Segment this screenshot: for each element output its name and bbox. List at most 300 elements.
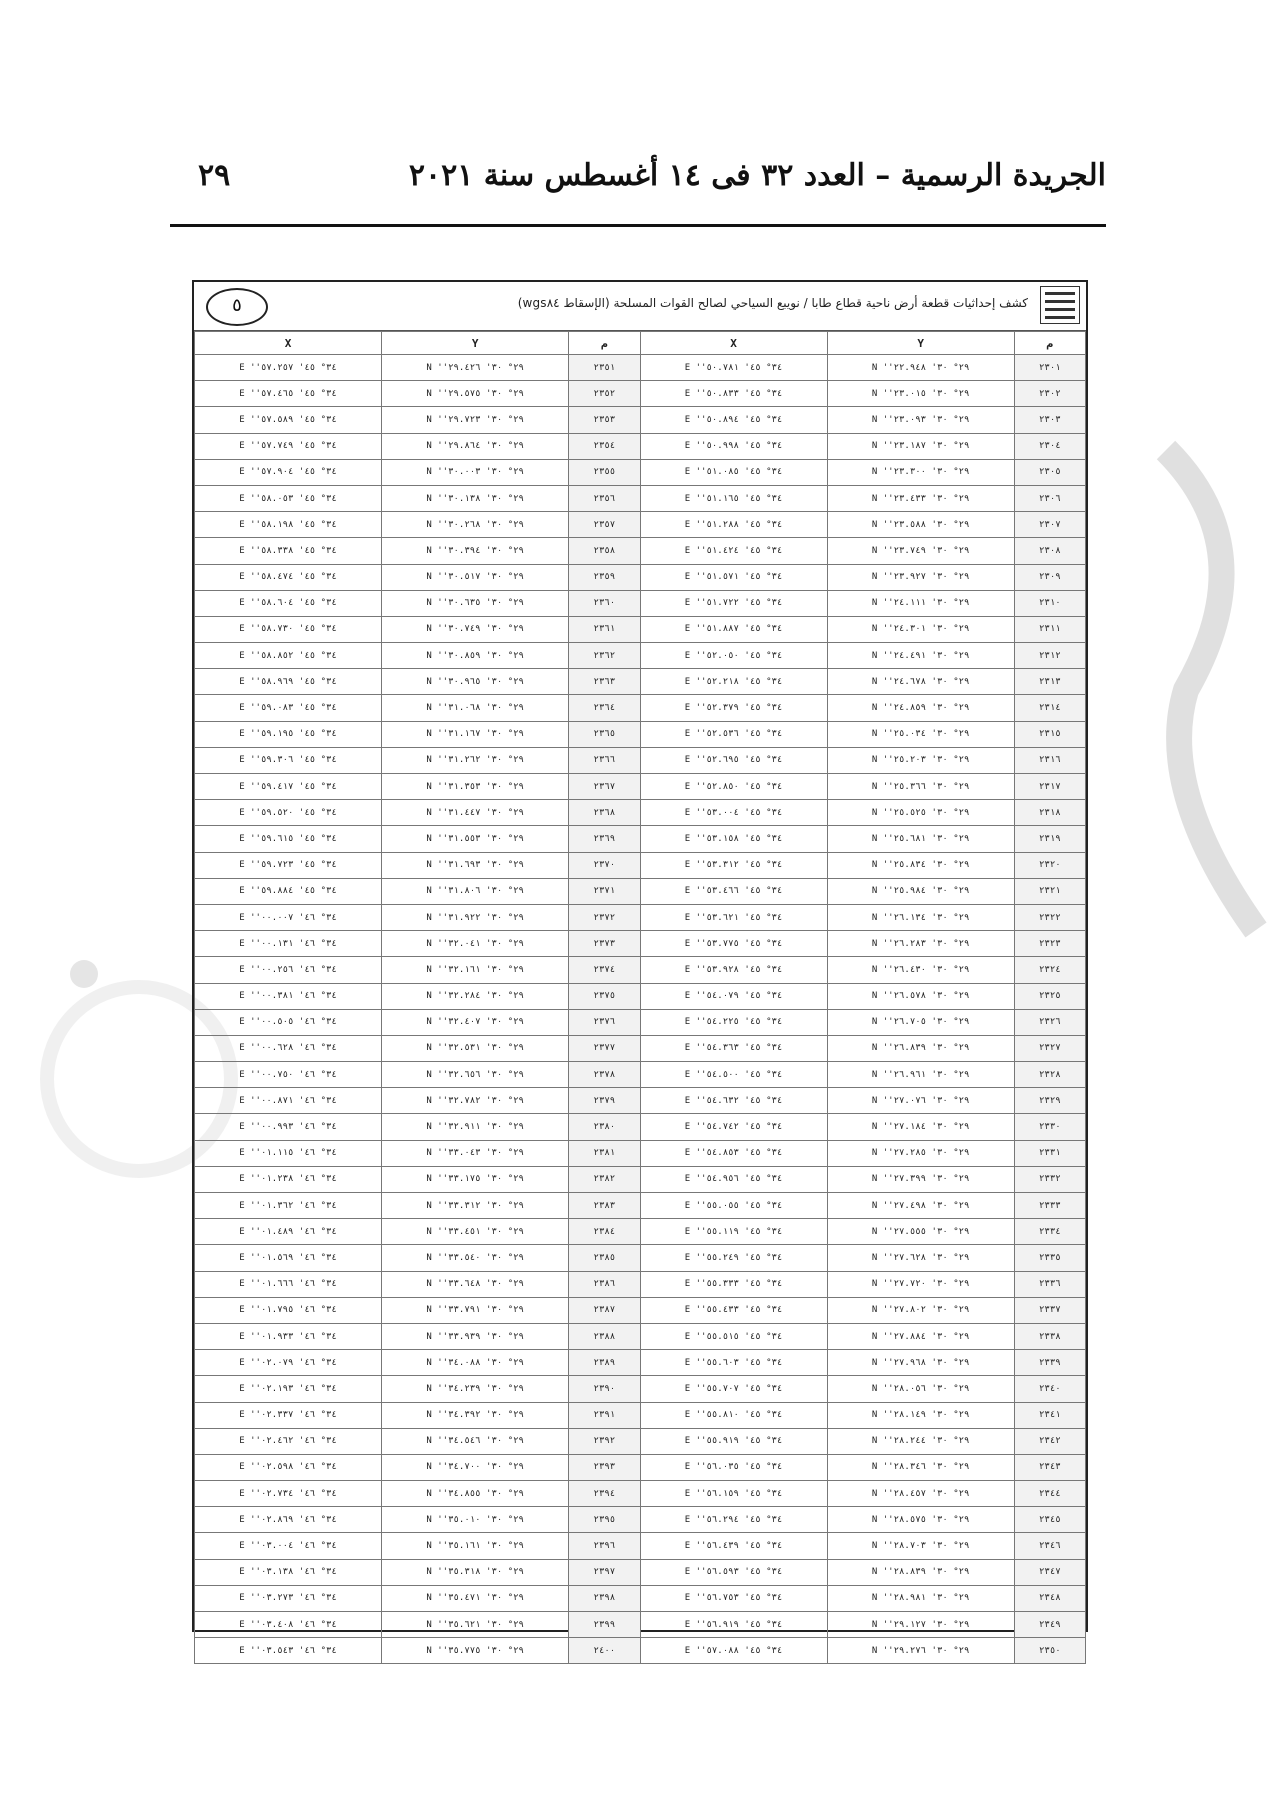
- table-row: [195, 381, 1086, 407]
- point-id-cell: ٢٣٩٧: [569, 1559, 640, 1585]
- table-row: [195, 1559, 1086, 1585]
- y-coordinate-cell: ٢٩° ٣٠' ٢٤.٦٧٨'' N: [827, 669, 1014, 695]
- point-id-cell: ٢٣٥٨: [569, 538, 640, 564]
- y-coordinate-cell: ٢٩° ٣٠' ٢٧.٤٩٨'' N: [827, 1193, 1014, 1219]
- table-row: [195, 747, 1086, 773]
- point-id-cell: ٢٣٠١: [1014, 355, 1085, 381]
- x-coordinate-cell: ٣٤° ٤٦' ٠٣.٥٤٣'' E: [195, 1638, 382, 1664]
- y-coordinate-cell: ٢٩° ٣٠' ٣٠.٦٣٥'' N: [382, 590, 569, 616]
- point-id-cell: ٢٣١٤: [1014, 695, 1085, 721]
- x-coordinate-cell: ٣٤° ٤٥' ٥٨.٠٥٣'' E: [195, 485, 382, 511]
- x-coordinate-cell: ٣٤° ٤٥' ٥٢.٨٥٠'' E: [640, 774, 827, 800]
- y-coordinate-cell: ٢٩° ٣٠' ٣٢.٩١١'' N: [382, 1114, 569, 1140]
- x-coordinate-cell: ٣٤° ٤٦' ٠٢.١٩٣'' E: [195, 1376, 382, 1402]
- y-coordinate-cell: ٢٩° ٣٠' ٢٦.٥٧٨'' N: [827, 983, 1014, 1009]
- x-coordinate-cell: ٣٤° ٤٥' ٥٩.٨٨٤'' E: [195, 878, 382, 904]
- x-coordinate-cell: ٣٤° ٤٥' ٥٢.٢١٨'' E: [640, 669, 827, 695]
- x-coordinate-cell: ٣٤° ٤٥' ٥٩.٠٨٣'' E: [195, 695, 382, 721]
- point-id-cell: ٢٣٢١: [1014, 878, 1085, 904]
- table-row: [195, 983, 1086, 1009]
- table-row: [195, 1585, 1086, 1611]
- gazette-title: الجريدة الرسمية – العدد ٣٢ فى ١٤ أغسطس سنة ٢٠٢١: [408, 158, 1106, 193]
- page-stamp: ٥: [206, 288, 268, 326]
- table-row: [195, 1062, 1086, 1088]
- x-coordinate-cell: ٣٤° ٤٥' ٥٣.٩٢٨'' E: [640, 957, 827, 983]
- table-row: [195, 1245, 1086, 1271]
- x-coordinate-cell: ٣٤° ٤٥' ٥١.١٦٥'' E: [640, 485, 827, 511]
- y-coordinate-cell: ٢٩° ٣٠' ٢٥.٨٣٤'' N: [827, 852, 1014, 878]
- table-row: [195, 590, 1086, 616]
- x-coordinate-cell: ٣٤° ٤٥' ٥٤.٦٣٢'' E: [640, 1088, 827, 1114]
- y-coordinate-cell: ٢٩° ٣٠' ٣٢.٢٨٤'' N: [382, 983, 569, 1009]
- y-coordinate-cell: ٢٩° ٣٠' ٣٤.٣٩٢'' N: [382, 1402, 569, 1428]
- point-id-cell: ٢٣٦٨: [569, 800, 640, 826]
- table-row: [195, 1114, 1086, 1140]
- y-coordinate-cell: ٢٩° ٣٠' ٢٣.٠٩٣'' N: [827, 407, 1014, 433]
- x-coordinate-cell: ٣٤° ٤٥' ٥٠.٧٨١'' E: [640, 355, 827, 381]
- point-id-cell: ٢٣٢٣: [1014, 931, 1085, 957]
- coordinates-table-frame: [192, 280, 1088, 1656]
- x-coordinate-cell: ٣٤° ٤٥' ٥٥.٧٠٧'' E: [640, 1376, 827, 1402]
- x-coordinate-cell: ٣٤° ٤٥' ٥٦.٥٩٣'' E: [640, 1559, 827, 1585]
- point-id-cell: ٢٣٤٥: [1014, 1507, 1085, 1533]
- x-coordinate-cell: ٣٤° ٤٥' ٥٨.٦٠٤'' E: [195, 590, 382, 616]
- table-row: [195, 564, 1086, 590]
- x-coordinate-cell: ٣٤° ٤٥' ٥٩.١٩٥'' E: [195, 721, 382, 747]
- point-id-cell: ٢٣٨٨: [569, 1323, 640, 1349]
- point-id-cell: ٢٣١٩: [1014, 826, 1085, 852]
- x-coordinate-cell: ٣٤° ٤٥' ٥٩.٣٠٦'' E: [195, 747, 382, 773]
- y-coordinate-cell: ٢٩° ٣٠' ٢٤.٤٩١'' N: [827, 643, 1014, 669]
- army-logo-icon: [1040, 286, 1080, 324]
- x-coordinate-cell: ٣٤° ٤٥' ٥٨.٤٧٤'' E: [195, 564, 382, 590]
- y-coordinate-cell: ٢٩° ٣٠' ٢٩.٤٢٦'' N: [382, 355, 569, 381]
- y-coordinate-cell: ٢٩° ٣٠' ٣٤.٢٣٩'' N: [382, 1376, 569, 1402]
- y-coordinate-cell: ٢٩° ٣٠' ٣٣.٥٤٠'' N: [382, 1245, 569, 1271]
- y-coordinate-cell: ٢٩° ٣٠' ٣٠.٥١٧'' N: [382, 564, 569, 590]
- y-coordinate-cell: ٢٩° ٣٠' ٣٤.٥٤٦'' N: [382, 1428, 569, 1454]
- y-coordinate-cell: ٢٩° ٣٠' ٣٢.٧٨٢'' N: [382, 1088, 569, 1114]
- point-id-cell: ٢٣٦٧: [569, 774, 640, 800]
- x-coordinate-cell: ٣٤° ٤٥' ٥٨.١٩٨'' E: [195, 512, 382, 538]
- point-id-cell: ٢٣٧٦: [569, 1009, 640, 1035]
- x-coordinate-cell: ٣٤° ٤٦' ٠٣.٠٠٤'' E: [195, 1533, 382, 1559]
- point-id-cell: ٢٣١٣: [1014, 669, 1085, 695]
- point-id-cell: ٢٣٣٢: [1014, 1166, 1085, 1192]
- table-header-row: [195, 332, 1086, 355]
- point-id-cell: ٢٣١٧: [1014, 774, 1085, 800]
- x-coordinate-cell: ٣٤° ٤٦' ٠٠.٣٨١'' E: [195, 983, 382, 1009]
- x-coordinate-cell: ٣٤° ٤٥' ٥٧.٧٤٩'' E: [195, 433, 382, 459]
- x-coordinate-cell: ٣٤° ٤٦' ٠١.٩٣٣'' E: [195, 1323, 382, 1349]
- x-coordinate-cell: ٣٤° ٤٥' ٥٣.٦٢١'' E: [640, 904, 827, 930]
- point-id-cell: ٢٣٧١: [569, 878, 640, 904]
- x-coordinate-cell: ٣٤° ٤٦' ٠٠.٥٠٥'' E: [195, 1009, 382, 1035]
- x-coordinate-cell: ٣٤° ٤٥' ٥٤.٧٤٢'' E: [640, 1114, 827, 1140]
- column-header: م: [569, 332, 640, 355]
- table-row: [195, 1009, 1086, 1035]
- table-caption: كشف إحداثيات قطعة أرض ناحية قطاع طابا / نويبع السياحي لصالح القوات المسلحة (الإسقاط wgs٨٤): [517, 296, 1028, 310]
- y-coordinate-cell: ٢٩° ٣٠' ٣٠.٠٠٣'' N: [382, 459, 569, 485]
- y-coordinate-cell: ٢٩° ٣٠' ٢٩.١٢٧'' N: [827, 1612, 1014, 1638]
- table-row: [195, 669, 1086, 695]
- point-id-cell: ٢٣٦٣: [569, 669, 640, 695]
- y-coordinate-cell: ٢٩° ٣٠' ٢٣.٥٨٨'' N: [827, 512, 1014, 538]
- y-coordinate-cell: ٢٩° ٣٠' ٢٧.٦٢٨'' N: [827, 1245, 1014, 1271]
- y-coordinate-cell: ٢٩° ٣٠' ٣١.٠٦٨'' N: [382, 695, 569, 721]
- x-coordinate-cell: ٣٤° ٤٥' ٥٩.٦١٥'' E: [195, 826, 382, 852]
- y-coordinate-cell: ٢٩° ٣٠' ٣٣.١٧٥'' N: [382, 1166, 569, 1192]
- watermark-dot: [70, 960, 98, 988]
- point-id-cell: ٢٣٥٤: [569, 433, 640, 459]
- y-coordinate-cell: ٢٩° ٣٠' ٢٨.٧٠٣'' N: [827, 1533, 1014, 1559]
- y-coordinate-cell: ٢٩° ٣٠' ٣٥.٣١٨'' N: [382, 1559, 569, 1585]
- x-coordinate-cell: ٣٤° ٤٥' ٥٤.٣٦٣'' E: [640, 1035, 827, 1061]
- y-coordinate-cell: ٢٩° ٣٠' ٢٣.٠١٥'' N: [827, 381, 1014, 407]
- point-id-cell: ٢٣٢٠: [1014, 852, 1085, 878]
- x-coordinate-cell: ٣٤° ٤٦' ٠٢.٧٣٤'' E: [195, 1481, 382, 1507]
- y-coordinate-cell: ٢٩° ٣٠' ٢٦.١٣٤'' N: [827, 904, 1014, 930]
- point-id-cell: ٢٣٧٨: [569, 1062, 640, 1088]
- x-coordinate-cell: ٣٤° ٤٥' ٥٥.٦٠٣'' E: [640, 1350, 827, 1376]
- table-row: [195, 800, 1086, 826]
- y-coordinate-cell: ٢٩° ٣٠' ٢٨.٢٤٤'' N: [827, 1428, 1014, 1454]
- point-id-cell: ٢٣٥٢: [569, 381, 640, 407]
- point-id-cell: ٢٣٦٥: [569, 721, 640, 747]
- page-header: [170, 150, 1106, 204]
- point-id-cell: ٢٣٠٧: [1014, 512, 1085, 538]
- y-coordinate-cell: ٢٩° ٣٠' ٢٧.٨٠٢'' N: [827, 1297, 1014, 1323]
- y-coordinate-cell: ٢٩° ٣٠' ٣٥.١٦١'' N: [382, 1533, 569, 1559]
- y-coordinate-cell: ٢٩° ٣٠' ٣٠.١٣٨'' N: [382, 485, 569, 511]
- point-id-cell: ٢٣٦٠: [569, 590, 640, 616]
- x-coordinate-cell: ٣٤° ٤٥' ٥٣.٤٦٦'' E: [640, 878, 827, 904]
- point-id-cell: ٢٣١٠: [1014, 590, 1085, 616]
- point-id-cell: ٢٣٠٣: [1014, 407, 1085, 433]
- x-coordinate-cell: ٣٤° ٤٥' ٥٦.٠٣٥'' E: [640, 1454, 827, 1480]
- y-coordinate-cell: ٢٩° ٣٠' ٣٢.٤٠٧'' N: [382, 1009, 569, 1035]
- y-coordinate-cell: ٢٩° ٣٠' ٢٩.٧٢٣'' N: [382, 407, 569, 433]
- x-coordinate-cell: ٣٤° ٤٥' ٥١.٨٨٧'' E: [640, 616, 827, 642]
- y-coordinate-cell: ٢٩° ٣٠' ٢٤.١١١'' N: [827, 590, 1014, 616]
- y-coordinate-cell: ٢٩° ٣٠' ٢٨.٤٥٧'' N: [827, 1481, 1014, 1507]
- point-id-cell: ٢٣٢٧: [1014, 1035, 1085, 1061]
- point-id-cell: ٢٣٤٠: [1014, 1376, 1085, 1402]
- x-coordinate-cell: ٣٤° ٤٥' ٥٢.٠٥٠'' E: [640, 643, 827, 669]
- x-coordinate-cell: ٣٤° ٤٥' ٥٢.٣٧٩'' E: [640, 695, 827, 721]
- x-coordinate-cell: ٣٤° ٤٥' ٥٤.٢٢٥'' E: [640, 1009, 827, 1035]
- y-coordinate-cell: ٢٩° ٣٠' ٢٣.٧٤٩'' N: [827, 538, 1014, 564]
- point-id-cell: ٢٣٤٣: [1014, 1454, 1085, 1480]
- y-coordinate-cell: ٢٩° ٣٠' ٢٨.٩٨١'' N: [827, 1585, 1014, 1611]
- point-id-cell: ٢٣٧٢: [569, 904, 640, 930]
- point-id-cell: ٢٣٦٩: [569, 826, 640, 852]
- x-coordinate-cell: ٣٤° ٤٥' ٥٧.٤٦٥'' E: [195, 381, 382, 407]
- point-id-cell: ٢٣٢٩: [1014, 1088, 1085, 1114]
- point-id-cell: ٢٣٨٦: [569, 1271, 640, 1297]
- point-id-cell: ٢٣٧٩: [569, 1088, 640, 1114]
- table-row: [195, 931, 1086, 957]
- y-coordinate-cell: ٢٩° ٣٠' ٣٣.٧٩١'' N: [382, 1297, 569, 1323]
- point-id-cell: ٢٣٣٤: [1014, 1219, 1085, 1245]
- y-coordinate-cell: ٢٩° ٣٠' ٣٢.٥٣١'' N: [382, 1035, 569, 1061]
- point-id-cell: ٢٣٠٦: [1014, 485, 1085, 511]
- table-row: [195, 1088, 1086, 1114]
- column-header: م: [1014, 332, 1085, 355]
- point-id-cell: ٢٣٤٨: [1014, 1585, 1085, 1611]
- y-coordinate-cell: ٢٩° ٣٠' ٣٠.٣٩٤'' N: [382, 538, 569, 564]
- y-coordinate-cell: ٢٩° ٣٠' ٣٢.١٦١'' N: [382, 957, 569, 983]
- table-row: [195, 957, 1086, 983]
- point-id-cell: ٢٣٨٠: [569, 1114, 640, 1140]
- point-id-cell: ٢٣٩٩: [569, 1612, 640, 1638]
- point-id-cell: ٢٣٤٦: [1014, 1533, 1085, 1559]
- y-coordinate-cell: ٢٩° ٣٠' ٢٤.٣٠١'' N: [827, 616, 1014, 642]
- point-id-cell: ٢٣١٦: [1014, 747, 1085, 773]
- point-id-cell: ٢٣٧٧: [569, 1035, 640, 1061]
- x-coordinate-cell: ٣٤° ٤٥' ٥٥.٣٣٣'' E: [640, 1271, 827, 1297]
- point-id-cell: ٢٣٣٦: [1014, 1271, 1085, 1297]
- y-coordinate-cell: ٢٩° ٣٠' ٢٨.٨٣٩'' N: [827, 1559, 1014, 1585]
- x-coordinate-cell: ٣٤° ٤٦' ٠٢.٣٣٧'' E: [195, 1402, 382, 1428]
- x-coordinate-cell: ٣٤° ٤٦' ٠٠.٩٩٣'' E: [195, 1114, 382, 1140]
- table-row: [195, 1612, 1086, 1638]
- x-coordinate-cell: ٣٤° ٤٥' ٥٦.٧٥٣'' E: [640, 1585, 827, 1611]
- y-coordinate-cell: ٢٩° ٣٠' ٢٥.٥٢٥'' N: [827, 800, 1014, 826]
- y-coordinate-cell: ٢٩° ٣٠' ٣٣.٣١٢'' N: [382, 1193, 569, 1219]
- x-coordinate-cell: ٣٤° ٤٥' ٥٥.١١٩'' E: [640, 1219, 827, 1245]
- x-coordinate-cell: ٣٤° ٤٥' ٥٣.٠٠٤'' E: [640, 800, 827, 826]
- point-id-cell: ٢٣٨٢: [569, 1166, 640, 1192]
- x-coordinate-cell: ٣٤° ٤٥' ٥٤.٨٥٣'' E: [640, 1140, 827, 1166]
- y-coordinate-cell: ٢٩° ٣٠' ٣٢.٠٤١'' N: [382, 931, 569, 957]
- table-row: [195, 512, 1086, 538]
- table-row: [195, 1271, 1086, 1297]
- point-id-cell: ٢٣٨٣: [569, 1193, 640, 1219]
- point-id-cell: ٢٣٢٥: [1014, 983, 1085, 1009]
- y-coordinate-cell: ٢٩° ٣٠' ٢٣.١٨٧'' N: [827, 433, 1014, 459]
- x-coordinate-cell: ٣٤° ٤٦' ٠٣.٤٠٨'' E: [195, 1612, 382, 1638]
- point-id-cell: ٢٣٠٥: [1014, 459, 1085, 485]
- y-coordinate-cell: ٢٩° ٣٠' ٣٢.٦٥٦'' N: [382, 1062, 569, 1088]
- y-coordinate-cell: ٢٩° ٣٠' ٣٥.٤٧١'' N: [382, 1585, 569, 1611]
- point-id-cell: ٢٣٣٥: [1014, 1245, 1085, 1271]
- table-row: [195, 1454, 1086, 1480]
- point-id-cell: ٢٣٧٣: [569, 931, 640, 957]
- x-coordinate-cell: ٣٤° ٤٥' ٥٧.٥٨٩'' E: [195, 407, 382, 433]
- x-coordinate-cell: ٣٤° ٤٥' ٥٥.٥١٥'' E: [640, 1323, 827, 1349]
- x-coordinate-cell: ٣٤° ٤٥' ٥٣.٧٧٥'' E: [640, 931, 827, 957]
- y-coordinate-cell: ٢٩° ٣٠' ٣٤.٨٥٥'' N: [382, 1481, 569, 1507]
- table-row: [195, 1035, 1086, 1061]
- x-coordinate-cell: ٣٤° ٤٦' ٠٣.١٣٨'' E: [195, 1559, 382, 1585]
- y-coordinate-cell: ٢٩° ٣٠' ٢٩.٨٦٤'' N: [382, 433, 569, 459]
- point-id-cell: ٢٤٠٠: [569, 1638, 640, 1664]
- point-id-cell: ٢٣٩٦: [569, 1533, 640, 1559]
- x-coordinate-cell: ٣٤° ٤٥' ٥٢.٥٣٦'' E: [640, 721, 827, 747]
- x-coordinate-cell: ٣٤° ٤٥' ٥٤.٩٥٦'' E: [640, 1166, 827, 1192]
- point-id-cell: ٢٣٩٥: [569, 1507, 640, 1533]
- x-coordinate-cell: ٣٤° ٤٥' ٥٨.٣٣٨'' E: [195, 538, 382, 564]
- point-id-cell: ٢٣٣٣: [1014, 1193, 1085, 1219]
- y-coordinate-cell: ٢٩° ٣٠' ٢٧.٥٥٥'' N: [827, 1219, 1014, 1245]
- x-coordinate-cell: ٣٤° ٤٦' ٠٢.٥٩٨'' E: [195, 1454, 382, 1480]
- point-id-cell: ٢٣٢٦: [1014, 1009, 1085, 1035]
- x-coordinate-cell: ٣٤° ٤٥' ٥٣.١٥٨'' E: [640, 826, 827, 852]
- x-coordinate-cell: ٣٤° ٤٦' ٠٠.٨٧١'' E: [195, 1088, 382, 1114]
- point-id-cell: ٢٣٢٤: [1014, 957, 1085, 983]
- x-coordinate-cell: ٣٤° ٤٥' ٥٩.٥٢٠'' E: [195, 800, 382, 826]
- y-coordinate-cell: ٢٩° ٣٠' ٢٧.٧٢٠'' N: [827, 1271, 1014, 1297]
- point-id-cell: ٢٣٣٧: [1014, 1297, 1085, 1323]
- point-id-cell: ٢٣٨٥: [569, 1245, 640, 1271]
- column-header: X: [195, 332, 382, 355]
- y-coordinate-cell: ٢٩° ٣٠' ٢٦.٨٣٩'' N: [827, 1035, 1014, 1061]
- table-caption-bar: [194, 282, 1086, 331]
- y-coordinate-cell: ٢٩° ٣٠' ٢٧.١٨٤'' N: [827, 1114, 1014, 1140]
- table-row: [195, 1428, 1086, 1454]
- x-coordinate-cell: ٣٤° ٤٦' ٠٠.٢٥٦'' E: [195, 957, 382, 983]
- column-header: Y: [827, 332, 1014, 355]
- x-coordinate-cell: ٣٤° ٤٦' ٠٢.٠٧٩'' E: [195, 1350, 382, 1376]
- point-id-cell: ٢٣٨٩: [569, 1350, 640, 1376]
- x-coordinate-cell: ٣٤° ٤٥' ٥٦.٢٩٤'' E: [640, 1507, 827, 1533]
- y-coordinate-cell: ٢٩° ٣٠' ٢٧.٣٩٩'' N: [827, 1166, 1014, 1192]
- point-id-cell: ٢٣٤٢: [1014, 1428, 1085, 1454]
- point-id-cell: ٢٣٩٣: [569, 1454, 640, 1480]
- y-coordinate-cell: ٢٩° ٣٠' ٢٧.٢٨٥'' N: [827, 1140, 1014, 1166]
- point-id-cell: ٢٣١٢: [1014, 643, 1085, 669]
- x-coordinate-cell: ٣٤° ٤٥' ٥٩.٤١٧'' E: [195, 774, 382, 800]
- point-id-cell: ٢٣٩١: [569, 1402, 640, 1428]
- table-row: [195, 643, 1086, 669]
- header-rule: [170, 224, 1106, 227]
- table-row: [195, 616, 1086, 642]
- table-row: [195, 878, 1086, 904]
- x-coordinate-cell: ٣٤° ٤٥' ٥٨.٩٦٩'' E: [195, 669, 382, 695]
- point-id-cell: ٢٣١٥: [1014, 721, 1085, 747]
- y-coordinate-cell: ٢٩° ٣٠' ٢٨.٣٤٦'' N: [827, 1454, 1014, 1480]
- point-id-cell: ٢٣٩٤: [569, 1481, 640, 1507]
- x-coordinate-cell: ٣٤° ٤٥' ٥٧.٢٥٧'' E: [195, 355, 382, 381]
- point-id-cell: ٢٣٥٠: [1014, 1638, 1085, 1664]
- x-coordinate-cell: ٣٤° ٤٦' ٠١.١١٥'' E: [195, 1140, 382, 1166]
- y-coordinate-cell: ٢٩° ٣٠' ٢٦.٢٨٣'' N: [827, 931, 1014, 957]
- y-coordinate-cell: ٢٩° ٣٠' ٢٥.٠٣٤'' N: [827, 721, 1014, 747]
- page-number: ٢٩: [198, 158, 231, 193]
- y-coordinate-cell: ٢٩° ٣٠' ٢٣.٩٢٧'' N: [827, 564, 1014, 590]
- column-header: X: [640, 332, 827, 355]
- x-coordinate-cell: ٣٤° ٤٦' ٠١.٦٦٦'' E: [195, 1271, 382, 1297]
- y-coordinate-cell: ٢٩° ٣٠' ٣٠.٨٥٩'' N: [382, 643, 569, 669]
- x-coordinate-cell: ٣٤° ٤٦' ٠١.٥٦٩'' E: [195, 1245, 382, 1271]
- x-coordinate-cell: ٣٤° ٤٥' ٥٥.٠٥٥'' E: [640, 1193, 827, 1219]
- y-coordinate-cell: ٢٩° ٣٠' ٢٥.٦٨١'' N: [827, 826, 1014, 852]
- x-coordinate-cell: ٣٤° ٤٥' ٥٠.٨٣٣'' E: [640, 381, 827, 407]
- y-coordinate-cell: ٢٩° ٣٠' ٣٠.٢٦٨'' N: [382, 512, 569, 538]
- x-coordinate-cell: ٣٤° ٤٥' ٥٤.٠٧٩'' E: [640, 983, 827, 1009]
- point-id-cell: ٢٣٥٧: [569, 512, 640, 538]
- y-coordinate-cell: ٢٩° ٣٠' ٣١.٩٢٢'' N: [382, 904, 569, 930]
- y-coordinate-cell: ٢٩° ٣٠' ٣٣.٤٥١'' N: [382, 1219, 569, 1245]
- y-coordinate-cell: ٢٩° ٣٠' ٢٥.٣٦٦'' N: [827, 774, 1014, 800]
- table-row: [195, 1481, 1086, 1507]
- y-coordinate-cell: ٢٩° ٣٠' ٣١.١٦٧'' N: [382, 721, 569, 747]
- x-coordinate-cell: ٣٤° ٤٦' ٠٢.٨٦٩'' E: [195, 1507, 382, 1533]
- table-row: [195, 774, 1086, 800]
- point-id-cell: ٢٣٤٩: [1014, 1612, 1085, 1638]
- point-id-cell: ٢٣٨٤: [569, 1219, 640, 1245]
- point-id-cell: ٢٣٢٢: [1014, 904, 1085, 930]
- y-coordinate-cell: ٢٩° ٣٠' ٣٥.٠١٠'' N: [382, 1507, 569, 1533]
- point-id-cell: ٢٣٩٨: [569, 1585, 640, 1611]
- table-row: [195, 1376, 1086, 1402]
- y-coordinate-cell: ٢٩° ٣٠' ٢٢.٩٤٨'' N: [827, 355, 1014, 381]
- x-coordinate-cell: ٣٤° ٤٥' ٥٣.٣١٢'' E: [640, 852, 827, 878]
- y-coordinate-cell: ٢٩° ٣٠' ٣٥.٧٧٥'' N: [382, 1638, 569, 1664]
- x-coordinate-cell: ٣٤° ٤٦' ٠١.٧٩٥'' E: [195, 1297, 382, 1323]
- y-coordinate-cell: ٢٩° ٣٠' ٢٦.٤٣٠'' N: [827, 957, 1014, 983]
- x-coordinate-cell: ٣٤° ٤٥' ٥٦.١٥٩'' E: [640, 1481, 827, 1507]
- y-coordinate-cell: ٢٩° ٣٠' ٢٧.٨٨٤'' N: [827, 1323, 1014, 1349]
- point-id-cell: ٢٣٥٦: [569, 485, 640, 511]
- point-id-cell: ٢٣٥٥: [569, 459, 640, 485]
- x-coordinate-cell: ٣٤° ٤٥' ٥١.٠٨٥'' E: [640, 459, 827, 485]
- table-row: [195, 485, 1086, 511]
- point-id-cell: ٢٣٣٨: [1014, 1323, 1085, 1349]
- table-row: [195, 459, 1086, 485]
- x-coordinate-cell: ٣٤° ٤٦' ٠٠.٦٢٨'' E: [195, 1035, 382, 1061]
- table-row: [195, 1533, 1086, 1559]
- point-id-cell: ٢٣٠٨: [1014, 538, 1085, 564]
- y-coordinate-cell: ٢٩° ٣٠' ٣٤.٧٠٠'' N: [382, 1454, 569, 1480]
- x-coordinate-cell: ٣٤° ٤٦' ٠٢.٤٦٢'' E: [195, 1428, 382, 1454]
- y-coordinate-cell: ٢٩° ٣٠' ٢٣.٣٠٠'' N: [827, 459, 1014, 485]
- table-row: [195, 1507, 1086, 1533]
- table-row: [195, 826, 1086, 852]
- point-id-cell: ٢٣٦٤: [569, 695, 640, 721]
- y-coordinate-cell: ٢٩° ٣٠' ٣٣.٦٤٨'' N: [382, 1271, 569, 1297]
- table-row: [195, 695, 1086, 721]
- table-row: [195, 852, 1086, 878]
- y-coordinate-cell: ٢٩° ٣٠' ٣١.٦٩٣'' N: [382, 852, 569, 878]
- point-id-cell: ٢٣٤٧: [1014, 1559, 1085, 1585]
- table-row: [195, 904, 1086, 930]
- x-coordinate-cell: ٣٤° ٤٥' ٥٧.٠٨٨'' E: [640, 1638, 827, 1664]
- y-coordinate-cell: ٢٩° ٣٠' ٢٤.٨٥٩'' N: [827, 695, 1014, 721]
- point-id-cell: ٢٣٦٦: [569, 747, 640, 773]
- x-coordinate-cell: ٣٤° ٤٦' ٠١.٢٣٨'' E: [195, 1166, 382, 1192]
- point-id-cell: ٢٣٩٢: [569, 1428, 640, 1454]
- y-coordinate-cell: ٢٩° ٣٠' ٢٦.٩٦١'' N: [827, 1062, 1014, 1088]
- y-coordinate-cell: ٢٩° ٣٠' ٣١.٤٤٧'' N: [382, 800, 569, 826]
- point-id-cell: ٢٣٤١: [1014, 1402, 1085, 1428]
- x-coordinate-cell: ٣٤° ٤٥' ٥٥.٢٤٩'' E: [640, 1245, 827, 1271]
- point-id-cell: ٢٣٣٩: [1014, 1350, 1085, 1376]
- table-row: [195, 1140, 1086, 1166]
- point-id-cell: ٢٣٨١: [569, 1140, 640, 1166]
- y-coordinate-cell: ٢٩° ٣٠' ٢٧.٩٦٨'' N: [827, 1350, 1014, 1376]
- point-id-cell: ٢٣٠٩: [1014, 564, 1085, 590]
- y-coordinate-cell: ٢٩° ٣٠' ٢٨.٠٥٦'' N: [827, 1376, 1014, 1402]
- table-row: [195, 1402, 1086, 1428]
- point-id-cell: ٢٣٥٩: [569, 564, 640, 590]
- x-coordinate-cell: ٣٤° ٤٥' ٥٠.٩٩٨'' E: [640, 433, 827, 459]
- x-coordinate-cell: ٣٤° ٤٥' ٥٨.٨٥٢'' E: [195, 643, 382, 669]
- y-coordinate-cell: ٢٩° ٣٠' ٣١.٣٥٣'' N: [382, 774, 569, 800]
- point-id-cell: ٢٣٢٨: [1014, 1062, 1085, 1088]
- table-row: [195, 355, 1086, 381]
